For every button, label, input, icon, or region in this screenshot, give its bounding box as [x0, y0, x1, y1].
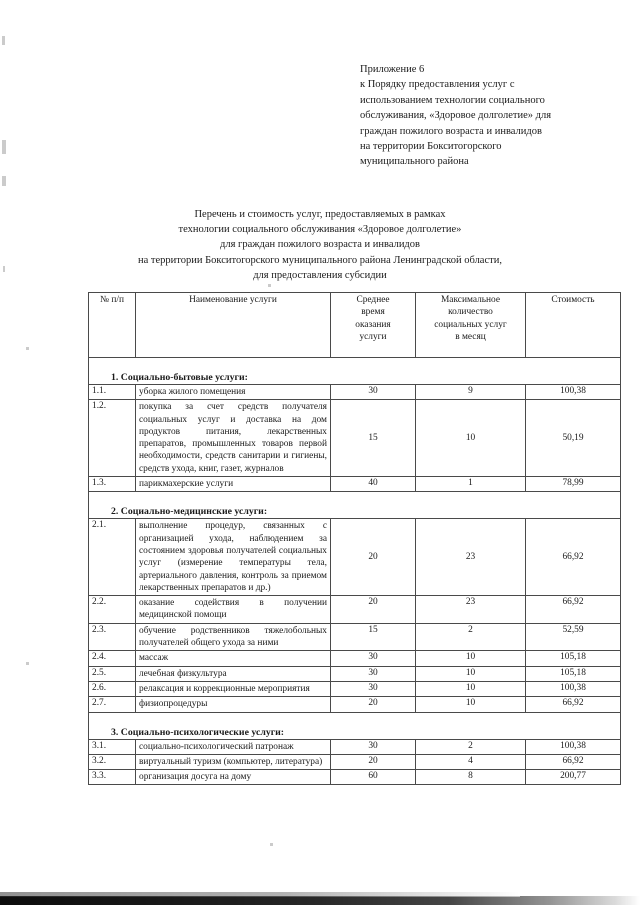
column-header-line: № п/п — [100, 295, 124, 305]
column-header-line: Среднее — [356, 295, 390, 305]
table-header — [89, 293, 621, 358]
table-row — [89, 477, 621, 492]
max-count: 10 — [416, 400, 526, 477]
service-name: покупка за счет средств получателя социальных услуг и доставка на дом продуктов питания, лекарственных препаратов, промышленных товаров первой необходимости, средств санитарии и гигиены, средств ухода, книг, газет, журналов — [136, 400, 331, 477]
scan-artifact — [270, 843, 273, 846]
appendix-header-line: на территории Бокситогорского — [360, 141, 502, 153]
row-number: 3.1. — [89, 739, 136, 754]
section-heading-inner — [89, 358, 620, 384]
section-heading-row — [89, 712, 621, 739]
max-count: 10 — [416, 681, 526, 696]
appendix-header-line: муниципального района — [360, 156, 469, 168]
table-row — [89, 651, 621, 666]
average-time: 30 — [331, 666, 416, 681]
average-time: 40 — [331, 477, 416, 492]
column-header-count — [416, 293, 526, 358]
services-table-wrapper — [88, 292, 620, 785]
table-row — [89, 739, 621, 754]
table-row — [89, 681, 621, 696]
row-number: 2.1. — [89, 519, 136, 596]
service-cost: 100,38 — [526, 681, 621, 696]
max-count: 1 — [416, 477, 526, 492]
table-body — [89, 358, 621, 785]
table-header-row — [89, 293, 621, 358]
service-cost: 52,59 — [526, 623, 621, 651]
page-title-line: для предоставления субсидии — [253, 269, 387, 281]
service-name: обучение родственников тяжелобольных получателей общего ухода за ними — [136, 623, 331, 651]
average-time: 20 — [331, 519, 416, 596]
average-time: 20 — [331, 596, 416, 624]
max-count: 23 — [416, 519, 526, 596]
average-time: 20 — [331, 697, 416, 712]
scan-artifact — [3, 266, 5, 272]
table-row — [89, 385, 621, 400]
service-name: физиопроцедуры — [136, 697, 331, 712]
max-count: 2 — [416, 739, 526, 754]
section-heading-row — [89, 492, 621, 519]
service-cost: 50,19 — [526, 400, 621, 477]
table-row — [89, 770, 621, 785]
column-header-num — [89, 293, 136, 358]
average-time: 60 — [331, 770, 416, 785]
average-time: 30 — [331, 739, 416, 754]
column-header-cost — [526, 293, 621, 358]
column-header-line: оказания — [355, 319, 391, 330]
service-name: релаксация и коррекционные мероприятия — [136, 681, 331, 696]
column-header-time — [331, 293, 416, 358]
section-heading-label: 3. Социально-психологические услуги: — [111, 726, 285, 738]
max-count: 2 — [416, 623, 526, 651]
row-number: 2.7. — [89, 697, 136, 712]
service-name: парикмахерские услуги — [136, 477, 331, 492]
row-number: 2.2. — [89, 596, 136, 624]
scan-artifact — [26, 662, 29, 665]
row-number: 3.2. — [89, 754, 136, 769]
service-cost: 66,92 — [526, 754, 621, 769]
column-header-line: услуги — [359, 332, 387, 343]
table-row — [89, 400, 621, 477]
appendix-header — [360, 62, 610, 170]
section-heading-label: 1. Социально-бытовые услуги: — [111, 372, 248, 383]
column-header-line: время — [361, 307, 385, 318]
service-cost: 78,99 — [526, 477, 621, 492]
page-title-line: Перечень и стоимость услуг, предоставляемых в рамках — [194, 209, 446, 220]
appendix-header-line: обслуживания, «Здоровое долголетие» для — [360, 110, 552, 122]
page-title — [60, 207, 580, 283]
service-name: массаж — [136, 651, 331, 666]
appendix-header-line: использованием технологии социального — [360, 94, 545, 106]
page-title-line: для граждан пожилого возраста и инвалидов — [220, 239, 420, 251]
average-time: 30 — [331, 385, 416, 400]
column-header-line: Наименование услуги — [189, 295, 277, 305]
table-row — [89, 666, 621, 681]
service-name: лечебная физкультура — [136, 666, 331, 681]
average-time: 15 — [331, 400, 416, 477]
service-cost: 100,38 — [526, 385, 621, 400]
service-name: уборка жилого помещения — [136, 385, 331, 400]
column-header-line: в месяц — [455, 332, 486, 343]
max-count: 10 — [416, 697, 526, 712]
section-heading-label: 2. Социально-медицинские услуги: — [111, 506, 268, 518]
row-number: 2.4. — [89, 651, 136, 666]
table-row — [89, 754, 621, 769]
section-heading-inner — [89, 713, 620, 739]
appendix-header-line: граждан пожилого возраста и инвалидов — [360, 125, 542, 137]
service-name: оказание содействия в получении медицинской помощи — [136, 596, 331, 624]
scan-artifact — [26, 347, 29, 350]
average-time: 20 — [331, 754, 416, 769]
row-number: 1.2. — [89, 400, 136, 477]
column-header-line: социальных услуг — [434, 319, 507, 330]
max-count: 10 — [416, 651, 526, 666]
section-heading-cell — [89, 712, 621, 739]
column-header-line: Стоимость — [551, 295, 595, 305]
service-cost: 66,92 — [526, 596, 621, 624]
max-count: 9 — [416, 385, 526, 400]
max-count: 10 — [416, 666, 526, 681]
max-count: 23 — [416, 596, 526, 624]
section-heading-cell — [89, 492, 621, 519]
table-row — [89, 697, 621, 712]
column-header-name — [136, 293, 331, 358]
scan-artifact — [268, 284, 271, 287]
service-cost: 66,92 — [526, 697, 621, 712]
average-time: 30 — [331, 651, 416, 666]
service-name: организация досуга на дому — [136, 770, 331, 785]
max-count: 4 — [416, 754, 526, 769]
table-row — [89, 623, 621, 651]
table-row — [89, 519, 621, 596]
row-number: 2.5. — [89, 666, 136, 681]
section-heading-cell — [89, 358, 621, 385]
row-number: 1.3. — [89, 477, 136, 492]
row-number: 1.1. — [89, 385, 136, 400]
service-name: виртуальный туризм (компьютер, литература) — [136, 754, 331, 769]
column-header-line: Максимальное — [440, 295, 501, 305]
service-cost: 200,77 — [526, 770, 621, 785]
section-heading-inner — [89, 492, 620, 518]
page-title-line: технологии социального обслуживания «Здоровое долголетие» — [178, 224, 462, 236]
service-cost: 66,92 — [526, 519, 621, 596]
table-row — [89, 596, 621, 624]
service-cost: 105,18 — [526, 651, 621, 666]
row-number: 3.3. — [89, 770, 136, 785]
page-title-line: на территории Бокситогорского муниципального района Ленинградской области, — [138, 254, 502, 266]
appendix-header-line: к Порядку предоставления услуг с — [360, 79, 515, 91]
average-time: 15 — [331, 623, 416, 651]
max-count: 8 — [416, 770, 526, 785]
scan-artifact — [2, 36, 5, 45]
services-table — [88, 292, 621, 785]
average-time: 30 — [331, 681, 416, 696]
scan-artifact — [2, 176, 6, 186]
service-cost: 105,18 — [526, 666, 621, 681]
service-name: социально-психологический патронаж — [136, 739, 331, 754]
row-number: 2.6. — [89, 681, 136, 696]
service-cost: 100,38 — [526, 739, 621, 754]
appendix-header-line: Приложение 6 — [360, 64, 425, 75]
service-name: выполнение процедур, связанных с организацией ухода, наблюдением за состоянием здоровья получателей социальных услуг (измерение температуры тела, артериального давления, контроль за приемом лекарственных препаратов и др.) — [136, 519, 331, 596]
scan-artifact — [2, 140, 6, 154]
scan-edge-shadow — [0, 896, 640, 905]
column-header-line: количество — [448, 307, 493, 318]
section-heading-row — [89, 358, 621, 385]
row-number: 2.3. — [89, 623, 136, 651]
